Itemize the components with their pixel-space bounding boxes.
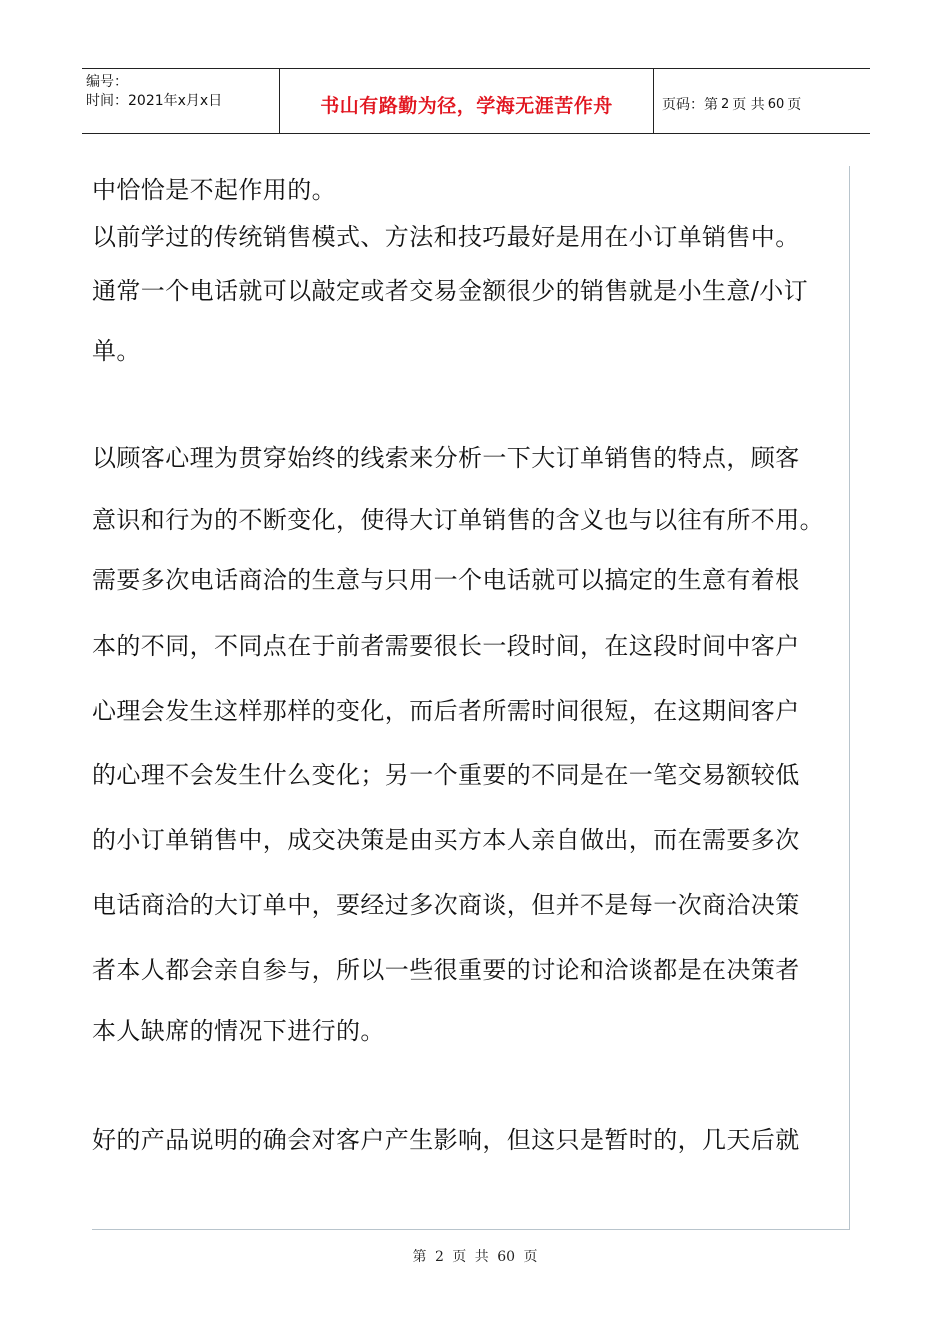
- number-label: 编号：: [86, 74, 128, 90]
- text-line: 以顾客心理为贯穿始终的线索来分析一下大订单销售的特点，顾客: [92, 444, 800, 472]
- document-header: [82, 68, 870, 134]
- text-line: 的心理不会发生什么变化；另一个重要的不同是在一笔交易额较低: [92, 761, 800, 789]
- paragraph-gap: [92, 1056, 852, 1116]
- header-motto-cell: [280, 69, 654, 133]
- header-page-code-cell: [654, 69, 870, 133]
- page-code-current: 2: [721, 96, 730, 112]
- text-line: 好的产品说明的确会对客户产生影响，但这只是暂时的，几天后就: [92, 1126, 800, 1154]
- text-line: 通常一个电话就可以敲定或者交易金额很少的销售就是小生意/小订: [92, 277, 809, 305]
- page-code-prefix: 页码：第: [662, 97, 718, 113]
- text-line: 需要多次电话商洽的生意与只用一个电话就可以搞定的生意有着根: [92, 566, 800, 594]
- text-line: 单。: [92, 337, 141, 365]
- page-code-mid: 页 共: [732, 97, 765, 113]
- paragraph-gap: [92, 375, 852, 427]
- text-line: 本人缺席的情况下进行的。: [92, 1017, 385, 1045]
- body-text: [92, 168, 852, 1164]
- bottom-margin-rule: [92, 1229, 850, 1230]
- motto-text: 书山有路勤为径，学海无涯苦作舟: [320, 94, 613, 117]
- date-label: 时间：2021年x月x日: [86, 93, 223, 109]
- text-line: 电话商洽的大订单中，要经过多次商谈，但并不是每一次商洽决策: [92, 891, 800, 919]
- text-line: 意识和行为的不断变化，使得大订单销售的含义也与以往有所不用。: [92, 506, 824, 534]
- page-code-total: 60: [767, 96, 785, 112]
- text-line: 的小订单销售中，成交决策是由买方本人亲自做出，而在需要多次: [92, 826, 800, 854]
- text-line: 本的不同，不同点在于前者需要很长一段时间，在这段时间中客户: [92, 632, 800, 660]
- text-line: 心理会发生这样那样的变化，而后者所需时间很短，在这期间客户: [92, 697, 800, 725]
- page-footer: 第 2 页 共 60 页: [412, 1249, 538, 1265]
- text-line: 中恰恰是不起作用的。: [92, 176, 336, 204]
- page-code-suffix: 页: [787, 97, 802, 113]
- text-line: 以前学过的传统销售模式、方法和技巧最好是用在小订单销售中。: [92, 223, 800, 251]
- text-line: 者本人都会亲自参与，所以一些很重要的讨论和洽谈都是在决策者: [92, 956, 800, 984]
- header-meta-cell: [82, 69, 280, 133]
